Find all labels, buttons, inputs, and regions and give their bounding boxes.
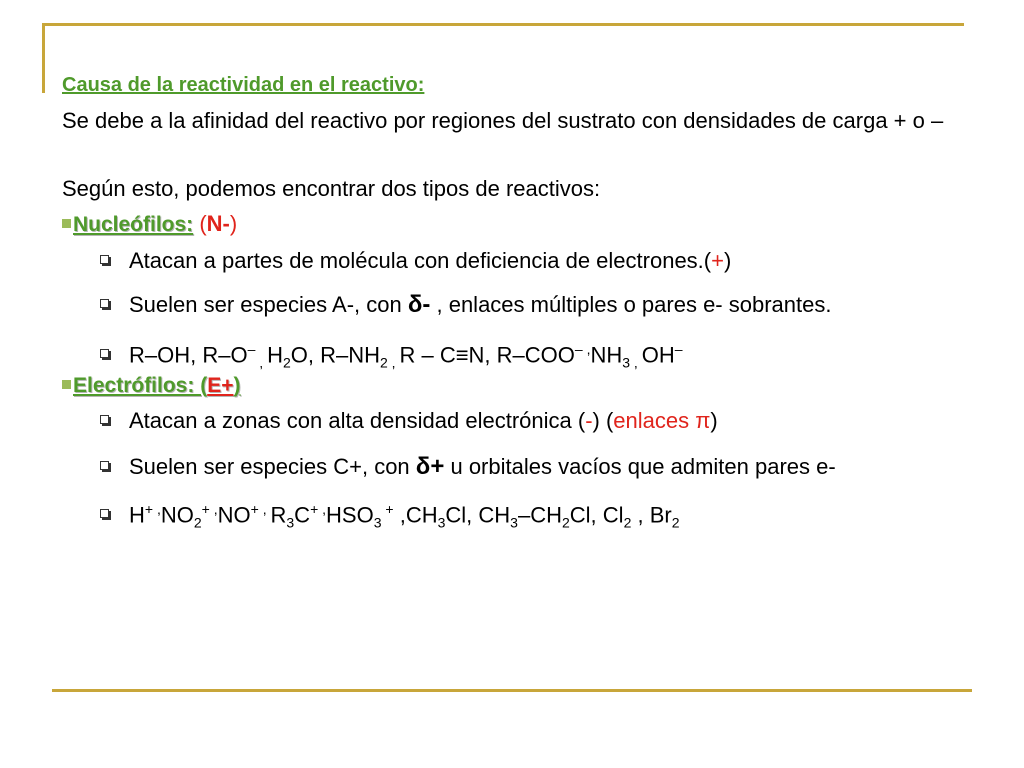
hollow-square-bullet-icon [100,415,109,424]
square-bullet-icon [62,219,71,228]
chem-sub: 2 [193,514,202,531]
chem-sub: 2 [380,354,388,371]
chem-sup: + [381,501,394,517]
nucleophiles-item [62,210,237,239]
nucleophile-point-1-tail: ) [723,248,732,273]
chem-separator: , [255,354,268,371]
nucleophiles-paren-close: ) [229,211,238,236]
electrophile-point-1-sign: - [585,408,593,433]
chem-sub: 3 [437,514,446,531]
chem-text: R – C≡N, R–COO [399,342,575,368]
electrophiles-symbol: E+ [207,374,234,397]
chem-sup: + [144,501,154,517]
slide-heading: Causa de la reactividad en el reactivo: [62,74,425,96]
delta-plus-symbol: δ+ [415,453,445,480]
chem-separator: , [630,354,642,371]
chem-sup: + [201,501,210,517]
hollow-square-bullet-icon [100,461,109,470]
chem-sub: 2 [561,514,570,531]
delta-minus-symbol: δ- [407,291,431,318]
electrophile-point-1-a: Atacan a zonas con alta densidad electrónica ( [129,408,586,433]
electrophile-examples [100,495,680,537]
electrophile-point-2-text-a: Suelen ser especies C+, con [129,454,416,479]
chem-text: –CH [517,502,562,528]
chem-text: O, R–NH [290,342,380,368]
frame-left-rule [42,23,45,93]
chem-sub: 2 [282,354,291,371]
chem-sup: + [250,501,259,517]
chem-separator: , [258,501,271,517]
electrophiles-item [62,371,240,400]
chem-separator: , [582,341,591,357]
chem-sup: – [247,341,256,357]
chem-sup: – [574,341,583,357]
chem-sup: – [674,341,683,357]
hollow-square-bullet-icon [100,255,109,264]
chem-text: ,CH [393,502,438,528]
chem-sub: 3 [286,514,295,531]
nucleophile-point-1 [100,247,731,275]
types-intro: Según esto, podemos encontrar dos tipos de reactivos: [62,176,601,201]
nucleophiles-symbol: N- [206,211,230,236]
electrophile-point-1-pi: enlaces π [613,408,711,433]
electrophile-point-1 [100,407,718,435]
electrophile-point-2-text-b: u orbitales vacíos que admiten pares e- [444,454,836,479]
hollow-square-bullet-icon [100,349,109,358]
nucleophile-point-2-text-a: Suelen ser especies A-, con [129,292,408,317]
chem-text: Cl, Cl [569,502,624,528]
chem-separator: , [209,501,218,517]
hollow-square-bullet-icon [100,299,109,308]
chem-text: R [270,502,287,528]
chem-text: NO [217,502,251,528]
nucleophile-point-2 [100,291,831,319]
chem-text: Cl, CH [445,502,511,528]
electrophile-point-1-c: ) ( [592,408,614,433]
chem-separator: , [153,501,161,517]
chem-text: C [294,502,311,528]
chem-text: , Br [631,502,672,528]
chem-sub: 3 [510,514,518,531]
chem-text: R–OH, R–O [129,342,248,368]
nucleophiles-paren-open: ( [199,211,207,236]
electrophiles-label-a: Electrófilos: ( [73,374,208,397]
nucleophile-point-2-text-b: , enlaces múltiples o pares e- sobrantes. [430,292,832,317]
chem-sup: + [310,501,319,517]
chem-text: NO [160,502,194,528]
chem-sub: 3 [373,514,382,531]
chem-text: H [267,342,283,368]
hollow-square-bullet-icon [100,509,109,518]
frame-top-rule [42,23,964,26]
chem-separator: , [318,501,327,517]
chem-text: NH [590,342,623,368]
chem-sub: 3 [622,354,631,371]
nucleophile-point-1-text: Atacan a partes de molécula con deficiencia de electrones.( [129,248,712,273]
nucleophiles-label: Nucleófilos: [73,213,194,236]
electrophile-point-2 [100,453,836,481]
square-bullet-icon [62,380,71,389]
chem-sub: 2 [671,514,680,531]
chem-text: HSO [326,502,374,528]
nucleophile-point-1-sign: + [711,248,724,273]
chem-text: OH [641,342,675,368]
intro-paragraph: Se debe a la afinidad del reactivo por regiones del sustrato con densidades de carga + o – [62,108,944,133]
chem-sub: 2 [623,514,632,531]
electrophile-point-1-e: ) [710,408,718,433]
frame-bottom-rule [52,689,972,692]
electrophiles-label-b: ) [233,374,241,397]
chem-separator: , [387,354,400,371]
chem-text: H [129,502,145,528]
